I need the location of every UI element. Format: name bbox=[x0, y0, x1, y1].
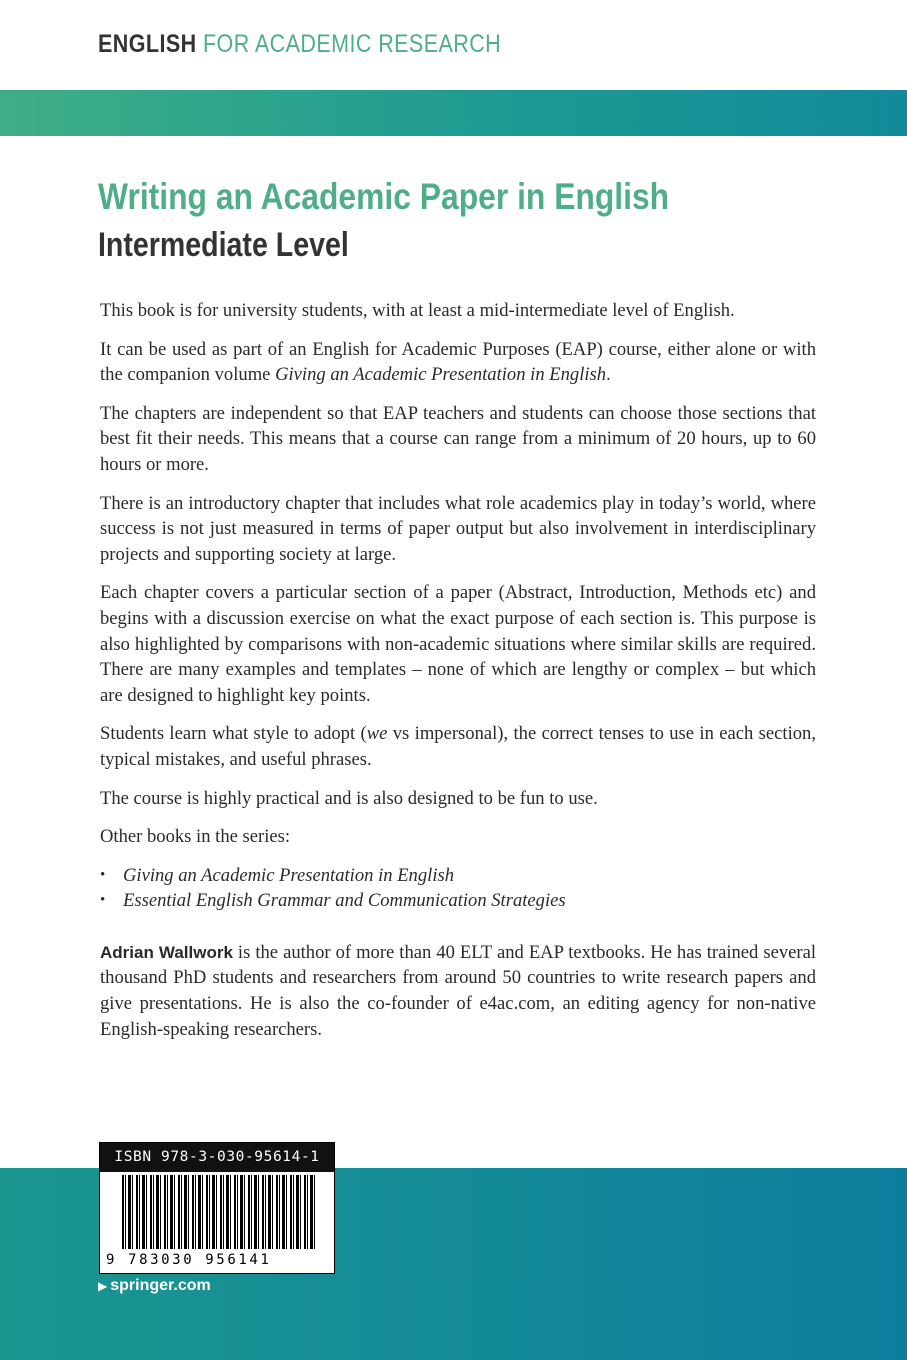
other-books-heading: Other books in the series: bbox=[100, 826, 291, 848]
publisher-link[interactable] bbox=[98, 1275, 211, 1297]
blurb-paragraph-6-italic: we bbox=[366, 723, 388, 745]
top-color-band bbox=[0, 90, 907, 136]
blurb-paragraph-2-end: . bbox=[606, 364, 611, 386]
blurb-paragraph-2-text: It can be used as part of an English for Academic Purposes (EAP) course, either alone or with the companion volume bbox=[100, 338, 816, 386]
author-bio bbox=[100, 940, 816, 1042]
blurb-paragraph-6 bbox=[100, 721, 816, 772]
author-bio-text: is the author of more than 40 ELT and EAP textbooks. He has trained several thousand PhD students and researchers from around 50 countries to write research papers and give presentations. He is also the co-founder of e4ac.com, an editing agency for non-native English-speaking researchers. bbox=[100, 941, 816, 1040]
series-name-bold: ENGLISH bbox=[98, 30, 197, 58]
blurb-paragraph-4: There is an introductory chapter that includes what role academics play in today’s world, where success is not just measured in terms of paper output but also involvement in interdisciplinary projects and supporting society at large. bbox=[100, 492, 816, 565]
barcode-icon bbox=[122, 1175, 318, 1255]
blurb-paragraph-1: This book is for university students, with at least a mid-intermediate level of English. bbox=[100, 300, 735, 321]
list-item: • Giving an Academic Presentation in English bbox=[100, 863, 816, 889]
other-books-list bbox=[100, 863, 816, 914]
blurb-paragraph-6-start: Students learn what style to adopt ( bbox=[100, 723, 367, 745]
blurb-paragraph-2 bbox=[100, 337, 816, 388]
back-cover-blurb bbox=[100, 298, 816, 1055]
series-name-rest: FOR ACADEMIC RESEARCH bbox=[202, 30, 502, 58]
barcode-digits: 9 783030 956141 bbox=[106, 1249, 330, 1271]
companion-volume-title: Giving an Academic Presentation in English bbox=[275, 364, 607, 386]
publisher-site: springer.com bbox=[110, 1277, 211, 1294]
blurb-paragraph-7: The course is highly practical and is also designed to be fun to use. bbox=[100, 787, 598, 809]
book-title: Writing an Academic Paper in English bbox=[98, 176, 670, 217]
triangle-right-icon: ▶ bbox=[98, 1279, 108, 1293]
author-name: Adrian Wallwork bbox=[100, 942, 233, 962]
blurb-paragraph-6-end: vs impersonal), the correct tenses to use in each section, typical mistakes, and useful phrases. bbox=[100, 723, 816, 770]
isbn-number: ISBN 978-3-030-95614-1 bbox=[100, 1143, 334, 1172]
blurb-paragraph-3: The chapters are independent so that EAP teachers and students can choose those sections that best fit their needs. This means that a course can range from a minimum of 20 hours, up to 60 hours or more. bbox=[100, 402, 816, 475]
series-name bbox=[98, 26, 501, 62]
blurb-paragraph-5: Each chapter covers a particular section of a paper (Abstract, Introduction, Methods etc) and begins with a discussion exercise on what the exact purpose of each section is. This purpose is also highlighted by comparisons with non-academic situations where similar skills are required. There are many examples and templates – none of which are lengthy or complex – but which are designed to highlight key points. bbox=[100, 582, 816, 706]
isbn-barcode-box bbox=[99, 1142, 335, 1274]
book-subtitle: Intermediate Level bbox=[98, 226, 349, 264]
list-item: • Essential English Grammar and Communication Strategies bbox=[100, 888, 816, 914]
